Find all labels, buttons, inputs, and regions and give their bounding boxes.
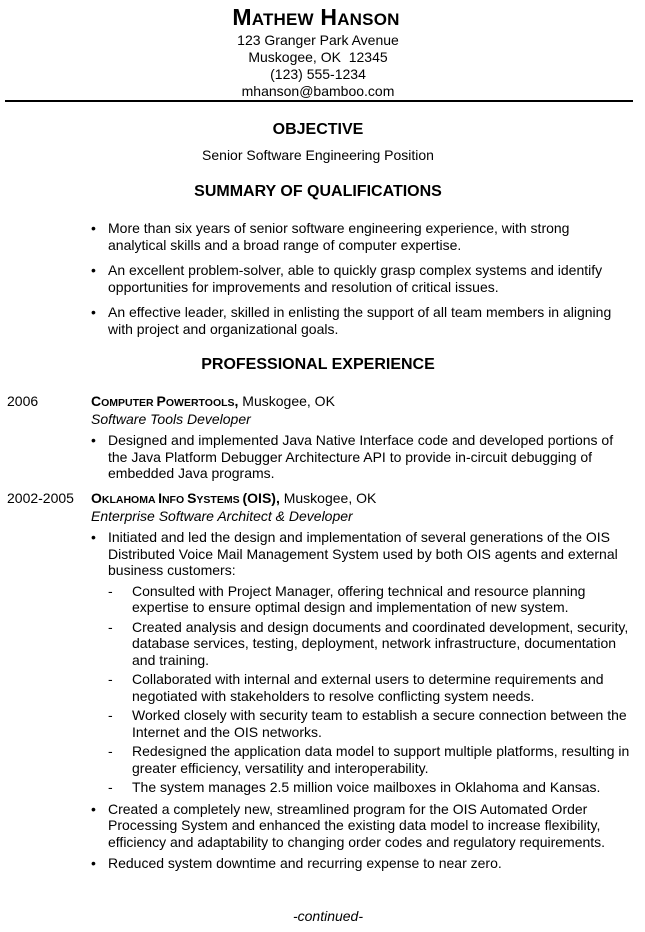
job-company: OKLAHOMA INFO SYSTEMS (OIS), Muskogee, OK [91, 490, 377, 506]
job-years: 2002-2005 [7, 490, 74, 506]
summary-heading: SUMMARY OF QUALIFICATIONS [194, 183, 442, 200]
dash-icon: - [108, 707, 113, 723]
objective-heading: OBJECTIVE [272, 121, 364, 138]
qualifications-list [91, 220, 631, 346]
list-item: - The system manages 2.5 million voice mailboxes in Oklahoma and Kansas. [108, 779, 601, 795]
list-item: • Created a completely new, streamlined program for the OIS Automated Order Processing System and enhanced the existing data model to increase flexibility, efficiency and adaptability to changing order codes and regulatory requirements. [91, 800, 606, 850]
list-item: - Worked closely with security team to establish a secure connection between the Internet and the OIS networks. [108, 707, 627, 740]
dash-icon: - [108, 618, 113, 635]
header-divider [5, 100, 633, 102]
dash-icon: - [108, 671, 113, 687]
bullet-icon: • [91, 800, 96, 817]
phone-number: (123) 555-1234 [270, 66, 366, 82]
list-item: - Redesigned the application data model to support multiple platforms, resulting in greater efficiency, versatility and interoperability. [108, 743, 630, 776]
dash-icon: - [108, 743, 113, 759]
list-item: • More than six years of senior software engineering experience, with strong analytical skills and a broad range of computer expertise. [91, 220, 570, 253]
job-role: Enterprise Software Architect & Developer [91, 508, 353, 524]
dash-icon: - [108, 779, 113, 795]
contact-block [0, 32, 636, 100]
email-address: mhanson@bamboo.com [241, 83, 395, 99]
job-bullets [91, 432, 631, 487]
list-item: • An effective leader, skilled in enlisting the support of all team members in aligning with project and organizational goals. [91, 304, 612, 337]
bullet-icon: • [91, 220, 96, 236]
experience-heading: PROFESSIONAL EXPERIENCE [201, 356, 435, 373]
continued-footer: -continued- [292, 908, 364, 924]
list-item: - Collaborated with internal and external users to determine requirements and negotiated with stakeholders to resolve conflicting system needs. [108, 671, 604, 704]
bullet-icon: • [91, 529, 96, 545]
list-item: • Designed and implemented Java Native Interface code and developed portions of the Java Platform Debugger Architecture API to provide in-circuit debugging of embedded Java programs. [91, 432, 614, 481]
street-address: 123 Granger Park Avenue [237, 32, 399, 48]
job-years: 2006 [7, 393, 39, 409]
objective-text: Senior Software Engineering Position [202, 147, 434, 163]
job-role: Software Tools Developer [91, 411, 251, 427]
list-item: • Initiated and led the design and implementation of several generations of the OIS Distributed Voice Mail Management System used by both OIS agents and external business customers: - Consulted with Project Manager, offering technical and resource planning expertise to ensure optimal design and implementation of new system. - Created analysis and design documents and coordinated development, security, database services, testing, deployment, network infrastructure, documentation and training. - Collaborated with internal and external users to determine requirements and negotiated with stakeholders to resolve conflicting system needs. - Worked closely with security team to establish a secure connection between the Internet and the OIS networks. - Redesigned the application data model to support multiple platforms, resulting in greater efficiency, versatility and interoperability. - The system manages 2.5 million voice mailboxes in Oklahoma and Kansas. [91, 529, 630, 795]
city-state-zip: Muskogee, OK 12345 [248, 49, 388, 65]
dash-icon: - [108, 582, 113, 599]
bullet-icon: • [91, 855, 96, 871]
list-item: - Consulted with Project Manager, offering technical and resource planning expertise to ensure optimal design and implementation of new system. [108, 582, 586, 615]
sub-bullet-list [108, 583, 631, 796]
resume-name: MATHEW HANSON [232, 4, 400, 30]
bullet-icon: • [91, 262, 96, 278]
list-item: • An excellent problem-solver, able to quickly grasp complex systems and identify opportunities for improvements and resolution of critical issues. [91, 262, 603, 295]
bullet-icon: • [91, 432, 96, 448]
bullet-icon: • [91, 304, 96, 320]
job-bullets [91, 529, 631, 877]
list-item: - Created analysis and design documents and coordinated development, security, database services, testing, deployment, network infrastructure, documentation and training. [108, 618, 629, 668]
job-company: COMPUTER POWERTOOLS, Muskogee, OK [91, 393, 335, 409]
list-item: • Reduced system downtime and recurring expense to near zero. [91, 855, 502, 871]
